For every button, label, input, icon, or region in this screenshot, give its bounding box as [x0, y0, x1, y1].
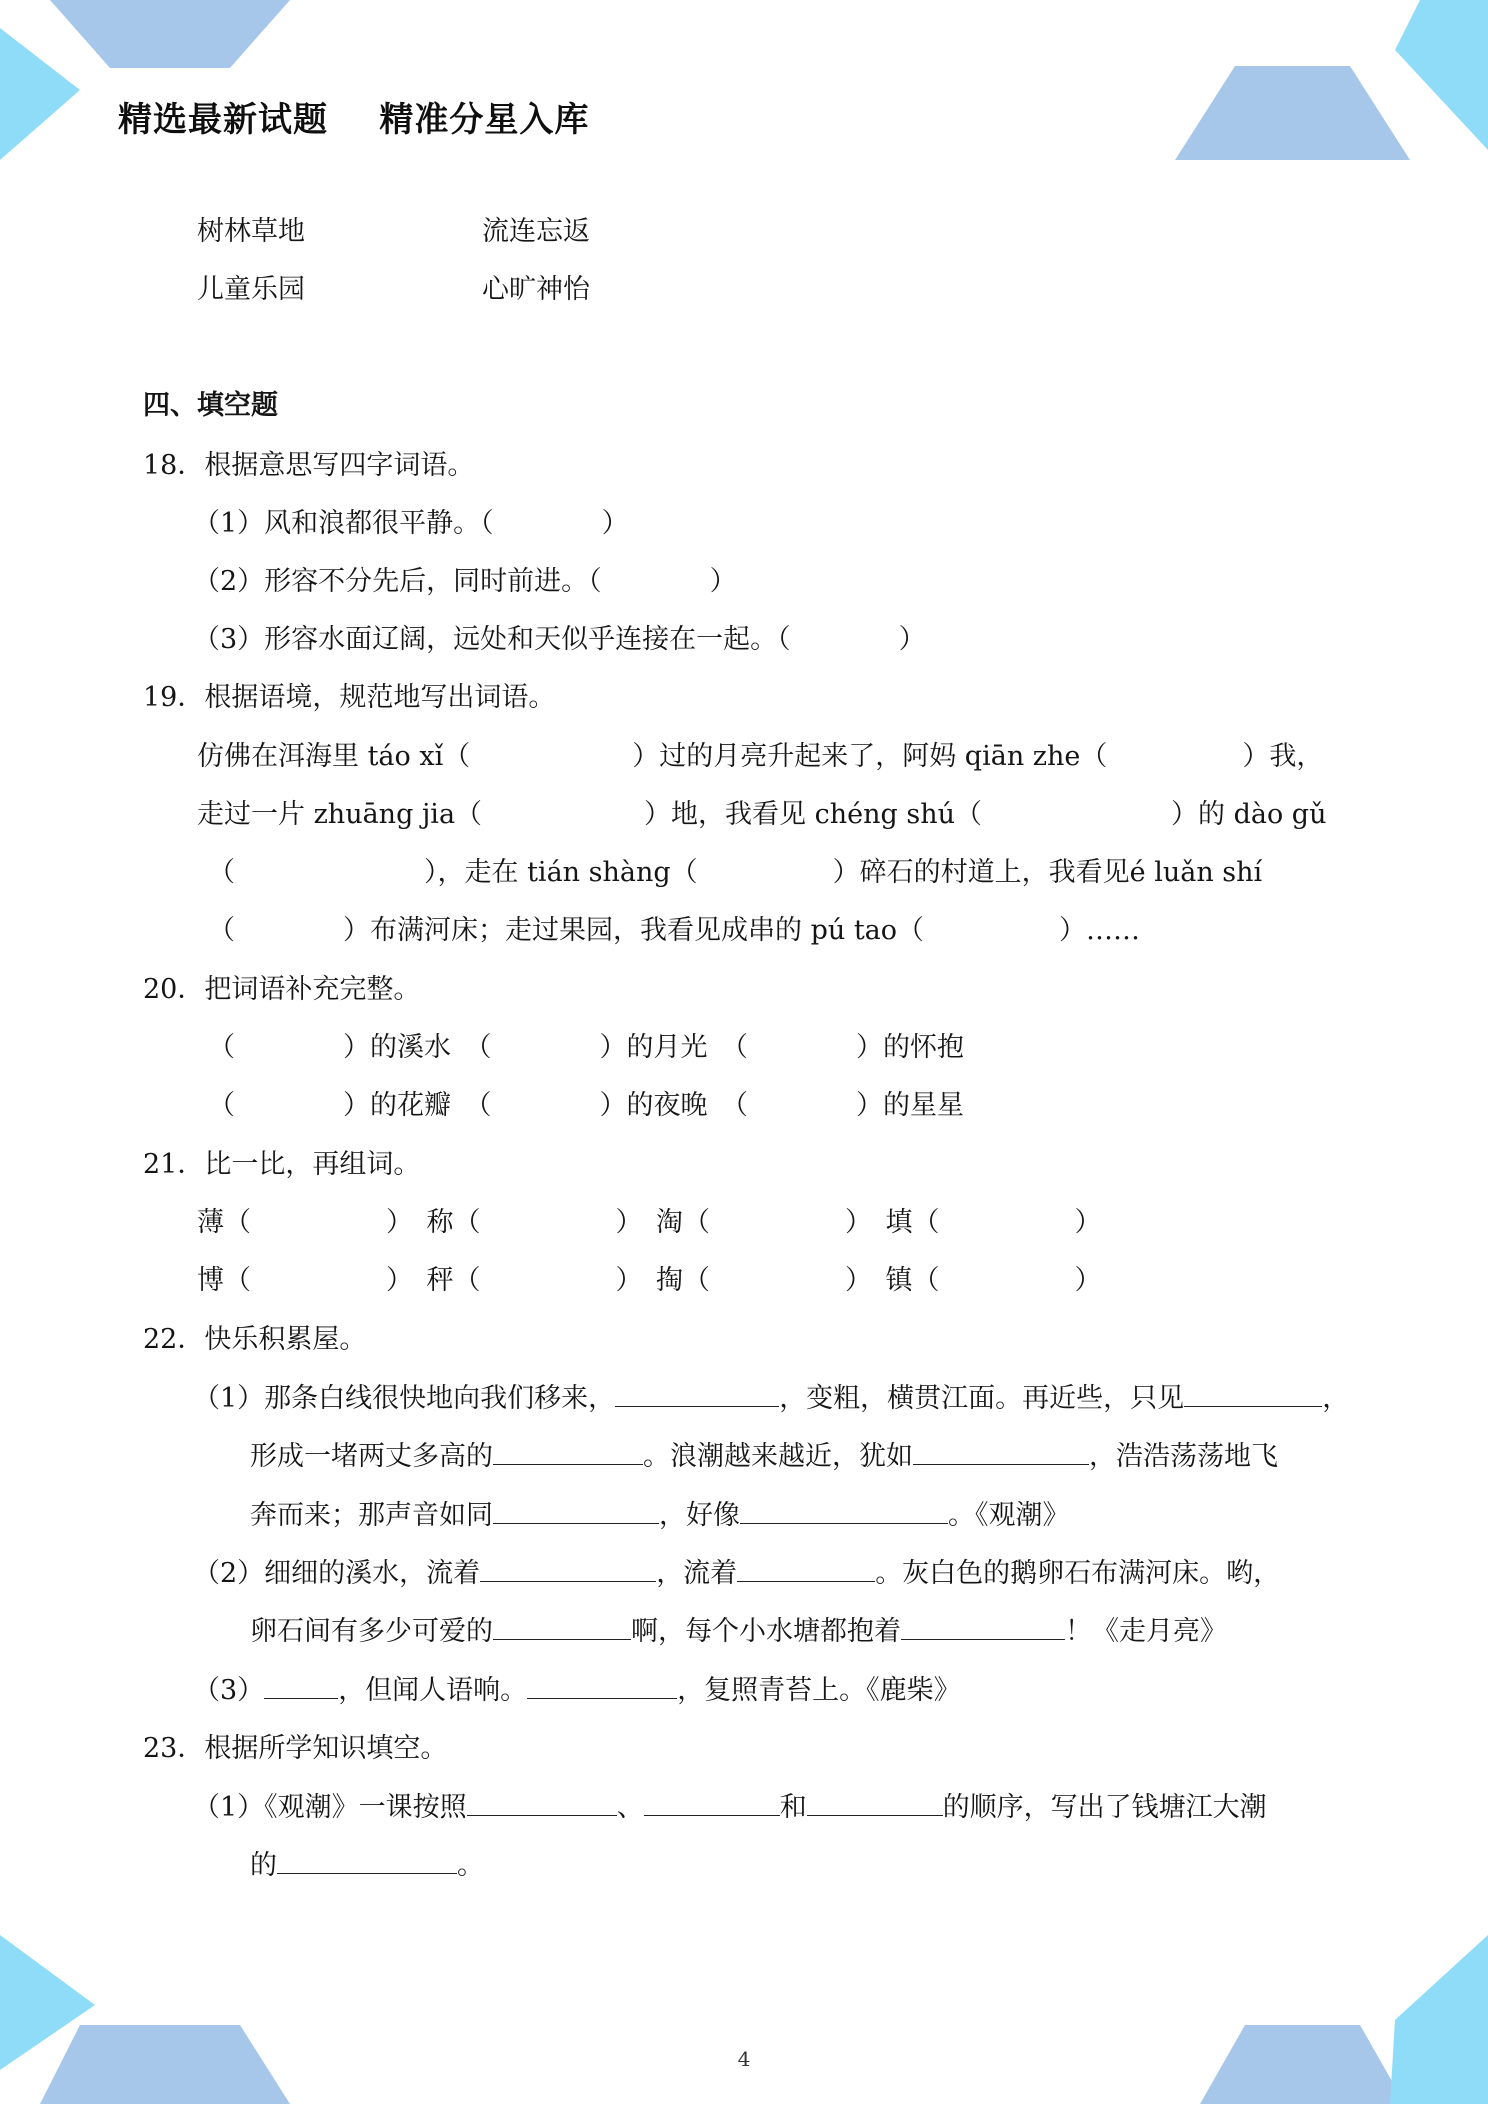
- fill-line: [193, 1789, 1267, 1826]
- answer-blank[interactable]: [527, 1672, 677, 1699]
- text-segment: ，好像: [659, 1500, 740, 1531]
- word-item: 流连忘返: [482, 216, 590, 247]
- text-segment: 、: [616, 1792, 644, 1823]
- text-segment: 卵石间有多少可爱的: [250, 1616, 493, 1647]
- text-segment: 。浪潮越来越近，犹如: [643, 1441, 913, 1472]
- question-item: （1）风和浪都很平静。（ ）: [193, 508, 629, 539]
- question-line: （ ）布满河床；走过果园，我看见成串的 pú tao（ ）……: [208, 915, 1141, 946]
- top-right-triangle: [1395, 0, 1488, 150]
- question-row: 薄（ ） 称（ ） 淘（ ） 填（ ）: [197, 1207, 1102, 1238]
- fill-line: [250, 1438, 1278, 1475]
- question-title: 18．根据意思写四字词语。: [143, 450, 475, 481]
- question-item: （3）形容水面辽阔，远处和天似乎连接在一起。（ ）: [193, 624, 926, 655]
- top-left-trapezoid: [50, 0, 290, 68]
- question-title: 21．比一比，再组词。: [143, 1149, 421, 1180]
- answer-blank[interactable]: [644, 1789, 780, 1816]
- answer-blank[interactable]: [277, 1847, 457, 1874]
- answer-blank[interactable]: [737, 1555, 875, 1582]
- text-segment: 和: [779, 1792, 807, 1823]
- text-segment: ！《走月亮》: [1065, 1616, 1227, 1647]
- text-segment: ，复照青苔上。《鹿柴》: [677, 1675, 961, 1706]
- text-segment: 的顺序，写出了钱塘江大潮: [942, 1792, 1267, 1823]
- answer-blank[interactable]: [1184, 1380, 1322, 1407]
- question-title: 23．根据所学知识填空。: [143, 1733, 448, 1764]
- question-line: 走过一片 zhuāng jia（ ）地，我看见 chéng shú（ ）的 dào gǔ: [197, 799, 1327, 830]
- section-heading: 四、填空题: [143, 390, 278, 421]
- question-row: （ ）的花瓣 （ ）的夜晚 （ ）的星星: [208, 1090, 964, 1121]
- text-segment: 。灰白色的鹅卵石布满河床。哟，: [875, 1558, 1281, 1589]
- answer-blank[interactable]: [480, 1555, 656, 1582]
- text-segment: ，: [1322, 1383, 1350, 1414]
- text-segment: 形成一堵两丈多高的: [250, 1441, 493, 1472]
- text-segment: ，变粗，横贯江面。再近些，只见: [779, 1383, 1185, 1414]
- text-segment: （3）: [193, 1675, 265, 1706]
- question-title: 20．把词语补充完整。: [143, 974, 421, 1005]
- text-segment: 的: [250, 1850, 277, 1881]
- fill-line: [193, 1672, 961, 1709]
- answer-blank[interactable]: [264, 1672, 338, 1699]
- page-number: 4: [737, 2047, 751, 2071]
- text-segment: 啊，每个小水塘都抱着: [631, 1616, 901, 1647]
- text-segment: ，但闻人语响。: [338, 1675, 528, 1706]
- answer-blank[interactable]: [615, 1380, 779, 1407]
- text-segment: 奔而来；那声音如同: [250, 1500, 493, 1531]
- fill-line: [193, 1380, 1349, 1417]
- answer-blank[interactable]: [493, 1438, 643, 1465]
- bottom-right-triangle: [1390, 1935, 1488, 2104]
- fill-line: [193, 1555, 1280, 1592]
- text-segment: ，流着: [656, 1558, 738, 1589]
- answer-blank[interactable]: [901, 1613, 1065, 1640]
- header-title: 精选最新试题 精准分星入库: [118, 100, 590, 140]
- fill-line: [250, 1847, 484, 1884]
- answer-blank[interactable]: [807, 1789, 943, 1816]
- fill-line: [250, 1497, 1070, 1534]
- word-item: 儿童乐园: [197, 274, 305, 305]
- text-segment: 。: [457, 1850, 484, 1881]
- word-item: 树林草地: [197, 216, 305, 247]
- answer-blank[interactable]: [740, 1497, 948, 1524]
- answer-blank[interactable]: [493, 1613, 631, 1640]
- text-segment: （1）《观潮》一课按照: [193, 1792, 467, 1823]
- question-item: （2）形容不分先后，同时前进。（ ）: [193, 566, 737, 597]
- question-title: 19．根据语境，规范地写出词语。: [143, 682, 556, 713]
- question-row: （ ）的溪水 （ ）的月光 （ ）的怀抱: [208, 1032, 964, 1063]
- answer-blank[interactable]: [493, 1497, 659, 1524]
- text-segment: （1）那条白线很快地向我们移来，: [193, 1383, 616, 1414]
- question-title: 22．快乐积累屋。: [143, 1324, 367, 1355]
- question-line: （ ），走在 tián shàng（ ）碎石的村道上，我看见é luǎn shí: [208, 857, 1263, 888]
- top-right-trapezoid: [1175, 66, 1410, 160]
- top-left-triangle: [0, 28, 80, 160]
- word-item: 心旷神怡: [482, 274, 590, 305]
- text-segment: （2）细细的溪水，流着: [193, 1558, 481, 1589]
- answer-blank[interactable]: [467, 1789, 617, 1816]
- text-segment: ，浩浩荡荡地飞: [1089, 1441, 1278, 1472]
- question-line: 仿佛在洱海里 táo xǐ（ ）过的月亮升起来了，阿妈 qiān zhe（ ）我，: [197, 741, 1324, 772]
- fill-line: [250, 1613, 1227, 1650]
- question-row: 博（ ） 秤（ ） 掏（ ） 镇（ ）: [197, 1265, 1102, 1296]
- answer-blank[interactable]: [913, 1438, 1089, 1465]
- text-segment: 。《观潮》: [948, 1500, 1070, 1531]
